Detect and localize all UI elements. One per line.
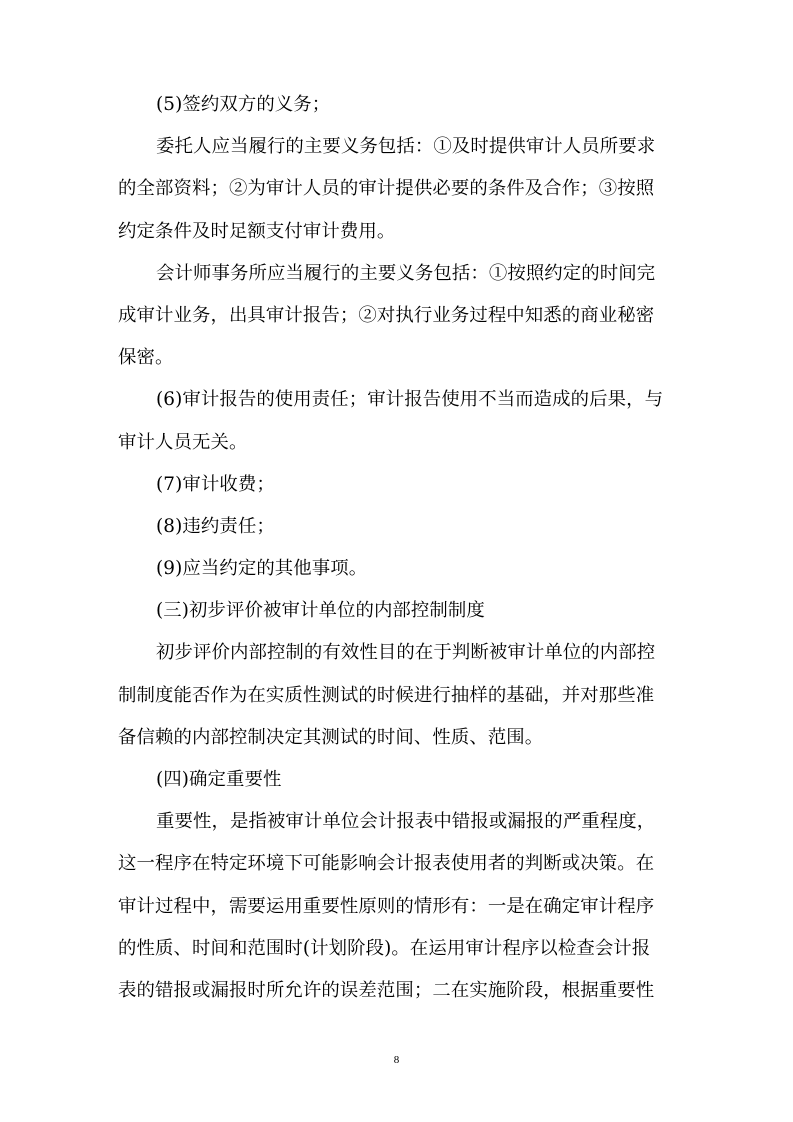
- text-line: 备信赖的内部控制决定其测试的时间、性质、范围。: [118, 726, 544, 748]
- text-line: 成审计业务，出具审计报告；②对执行业务过程中知悉的商业秘密: [118, 304, 655, 326]
- text-line: 表的错报或漏报时所允许的误差范围；二在实施阶段，根据重要性: [118, 979, 655, 1001]
- text-line: (9)应当约定的其他事项。: [156, 558, 368, 580]
- text-line: 初步评价内部控制的有效性目的在于判断被审计单位的内部控: [156, 642, 656, 664]
- text-line: 委托人应当履行的主要义务包括：①及时提供审计人员所要求: [156, 136, 656, 158]
- text-line: (6)审计报告的使用责任；审计报告使用不当而造成的后果，与: [156, 389, 664, 411]
- text-line: 审计人员无关。: [118, 431, 248, 453]
- text-line: 审计过程中，需要运用重要性原则的情形有：一是在确定审计程序: [118, 895, 655, 917]
- document-body: [118, 84, 673, 1012]
- text-line: 重要性，是指被审计单位会计报表中错报或漏报的严重程度，: [156, 811, 656, 833]
- text-line: 的全部资料；②为审计人员的审计提供必要的条件及合作；③按照: [118, 178, 655, 200]
- text-line: 会计师事务所应当履行的主要义务包括：①按照约定的时间完: [156, 262, 656, 284]
- text-line: 这一程序在特定环境下可能影响会计报表使用者的判断或决策。在: [118, 853, 655, 875]
- text-line: (7)审计收费；: [156, 473, 275, 495]
- text-line: (8)违约责任；: [156, 515, 275, 537]
- text-line: (5)签约双方的义务；: [156, 94, 331, 115]
- text-line: 制制度能否作为在实质性测试的时候进行抽样的基础，并对那些准: [118, 684, 655, 706]
- text-line: 保密。: [118, 347, 174, 369]
- text-line: 约定条件及时足额支付审计费用。: [118, 220, 396, 242]
- page-number: 8: [393, 1054, 400, 1066]
- text-line: 的性质、时间和范围时(计划阶段)。在运用审计程序以检查会计报: [118, 937, 651, 959]
- section-heading: (三)初步评价被审计单位的内部控制制度: [156, 600, 485, 622]
- section-heading: (四)确定重要性: [156, 769, 282, 790]
